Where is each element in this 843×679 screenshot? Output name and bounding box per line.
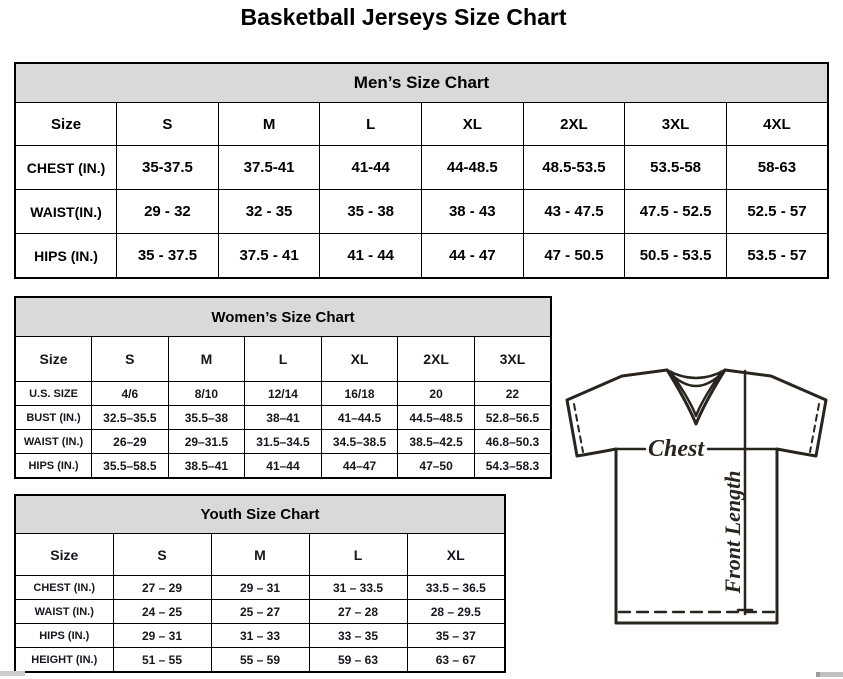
size-value-cell: 41–44.5 xyxy=(321,406,398,430)
size-value-cell: 41-44 xyxy=(320,146,422,190)
size-value-cell: 29 – 31 xyxy=(113,624,211,648)
mens-size-chart-table xyxy=(14,62,829,279)
mens-column-header: 2XL xyxy=(523,103,625,146)
size-value-cell: 34.5–38.5 xyxy=(321,430,398,454)
size-value-cell: 35.5–58.5 xyxy=(92,454,169,479)
size-value-cell: 38.5–42.5 xyxy=(398,430,475,454)
size-value-cell: 4/6 xyxy=(92,382,169,406)
womens-table-row xyxy=(15,454,551,479)
page-title: Basketball Jerseys Size Chart xyxy=(240,4,567,30)
size-value-cell: 8/10 xyxy=(168,382,245,406)
size-value-cell: 32.5–35.5 xyxy=(92,406,169,430)
size-value-cell: 41 - 44 xyxy=(320,234,422,279)
womens-size-header: Size xyxy=(15,337,92,382)
horizontal-scrollbar-left-fragment[interactable] xyxy=(0,671,25,676)
horizontal-scrollbar-right-fragment[interactable] xyxy=(816,672,843,677)
size-value-cell: 44–47 xyxy=(321,454,398,479)
size-value-cell: 35 - 37.5 xyxy=(117,234,219,279)
size-value-cell: 26–29 xyxy=(92,430,169,454)
size-value-cell: 59 – 63 xyxy=(309,648,407,673)
size-value-cell: 44-48.5 xyxy=(422,146,524,190)
size-value-cell: 35 – 37 xyxy=(407,624,505,648)
row-label: CHEST (IN.) xyxy=(15,576,113,600)
mens-table-row xyxy=(15,190,828,234)
womens-column-header: 3XL xyxy=(474,337,551,382)
mens-column-header: M xyxy=(218,103,320,146)
size-value-cell: 43 - 47.5 xyxy=(523,190,625,234)
size-value-cell: 29 – 31 xyxy=(211,576,309,600)
youth-chart-title: Youth Size Chart xyxy=(15,495,505,534)
youth-size-chart-table xyxy=(14,494,506,673)
youth-column-header: L xyxy=(309,534,407,576)
row-label: HIPS (IN.) xyxy=(15,624,113,648)
size-value-cell: 28 – 29.5 xyxy=(407,600,505,624)
size-value-cell: 31.5–34.5 xyxy=(245,430,322,454)
youth-table-row xyxy=(15,648,505,673)
womens-column-header: L xyxy=(245,337,322,382)
size-value-cell: 46.8–50.3 xyxy=(474,430,551,454)
size-value-cell: 20 xyxy=(398,382,475,406)
row-label: BUST (IN.) xyxy=(15,406,92,430)
mens-column-header: 3XL xyxy=(625,103,727,146)
mens-column-header: S xyxy=(117,103,219,146)
size-value-cell: 27 – 29 xyxy=(113,576,211,600)
size-value-cell: 12/14 xyxy=(245,382,322,406)
row-label: WAIST(IN.) xyxy=(15,190,117,234)
womens-column-header: S xyxy=(92,337,169,382)
youth-table-row xyxy=(15,576,505,600)
size-value-cell: 47.5 - 52.5 xyxy=(625,190,727,234)
size-value-cell: 16/18 xyxy=(321,382,398,406)
size-value-cell: 31 – 33 xyxy=(211,624,309,648)
mens-table-row xyxy=(15,146,828,190)
size-value-cell: 44.5–48.5 xyxy=(398,406,475,430)
size-value-cell: 58-63 xyxy=(726,146,828,190)
size-value-cell: 37.5 - 41 xyxy=(218,234,320,279)
size-value-cell: 38–41 xyxy=(245,406,322,430)
size-value-cell: 53.5 - 57 xyxy=(726,234,828,279)
jersey-measurement-diagram xyxy=(555,362,843,630)
youth-column-header: XL xyxy=(407,534,505,576)
size-value-cell: 47–50 xyxy=(398,454,475,479)
row-label: WAIST (IN.) xyxy=(15,430,92,454)
size-value-cell: 52.5 - 57 xyxy=(726,190,828,234)
size-value-cell: 25 – 27 xyxy=(211,600,309,624)
row-label: CHEST (IN.) xyxy=(15,146,117,190)
size-value-cell: 55 – 59 xyxy=(211,648,309,673)
size-value-cell: 44 - 47 xyxy=(422,234,524,279)
womens-column-header: 2XL xyxy=(398,337,475,382)
mens-column-header: XL xyxy=(422,103,524,146)
size-value-cell: 33.5 – 36.5 xyxy=(407,576,505,600)
size-value-cell: 31 – 33.5 xyxy=(309,576,407,600)
row-label: WAIST (IN.) xyxy=(15,600,113,624)
size-value-cell: 33 – 35 xyxy=(309,624,407,648)
womens-column-header: M xyxy=(168,337,245,382)
size-value-cell: 54.3–58.3 xyxy=(474,454,551,479)
size-value-cell: 38.5–41 xyxy=(168,454,245,479)
youth-table-row xyxy=(15,600,505,624)
size-value-cell: 29 - 32 xyxy=(117,190,219,234)
size-value-cell: 50.5 - 53.5 xyxy=(625,234,727,279)
mens-column-header: 4XL xyxy=(726,103,828,146)
womens-column-header: XL xyxy=(321,337,398,382)
row-label: HEIGHT (IN.) xyxy=(15,648,113,673)
womens-table-row xyxy=(15,406,551,430)
size-value-cell: 35 - 38 xyxy=(320,190,422,234)
size-value-cell: 22 xyxy=(474,382,551,406)
youth-column-header: S xyxy=(113,534,211,576)
womens-table-row xyxy=(15,430,551,454)
row-label: HIPS (IN.) xyxy=(15,234,117,279)
mens-table-row xyxy=(15,234,828,279)
womens-table-row xyxy=(15,382,551,406)
row-label: U.S. SIZE xyxy=(15,382,92,406)
size-value-cell: 32 - 35 xyxy=(218,190,320,234)
front-length-label: Front Length xyxy=(720,470,745,594)
mens-column-header: L xyxy=(320,103,422,146)
jersey-outline xyxy=(567,370,826,623)
youth-size-header: Size xyxy=(15,534,113,576)
youth-column-header: M xyxy=(211,534,309,576)
size-value-cell: 29–31.5 xyxy=(168,430,245,454)
size-value-cell: 53.5-58 xyxy=(625,146,727,190)
womens-chart-title: Women’s Size Chart xyxy=(15,297,551,337)
mens-size-header: Size xyxy=(15,103,117,146)
size-value-cell: 47 - 50.5 xyxy=(523,234,625,279)
size-value-cell: 35-37.5 xyxy=(117,146,219,190)
size-value-cell: 37.5-41 xyxy=(218,146,320,190)
size-value-cell: 24 – 25 xyxy=(113,600,211,624)
size-value-cell: 38 - 43 xyxy=(422,190,524,234)
size-value-cell: 35.5–38 xyxy=(168,406,245,430)
womens-size-chart-table xyxy=(14,296,552,479)
size-value-cell: 48.5-53.5 xyxy=(523,146,625,190)
jersey-diagram-svg xyxy=(555,362,843,630)
youth-table-row xyxy=(15,624,505,648)
row-label: HIPS (IN.) xyxy=(15,454,92,479)
mens-chart-title: Men’s Size Chart xyxy=(15,63,828,103)
size-value-cell: 27 – 28 xyxy=(309,600,407,624)
size-value-cell: 63 – 67 xyxy=(407,648,505,673)
size-value-cell: 52.8–56.5 xyxy=(474,406,551,430)
scrollbar-nub[interactable] xyxy=(816,672,820,677)
size-value-cell: 51 – 55 xyxy=(113,648,211,673)
size-value-cell: 41–44 xyxy=(245,454,322,479)
chest-label: Chest xyxy=(647,436,705,462)
